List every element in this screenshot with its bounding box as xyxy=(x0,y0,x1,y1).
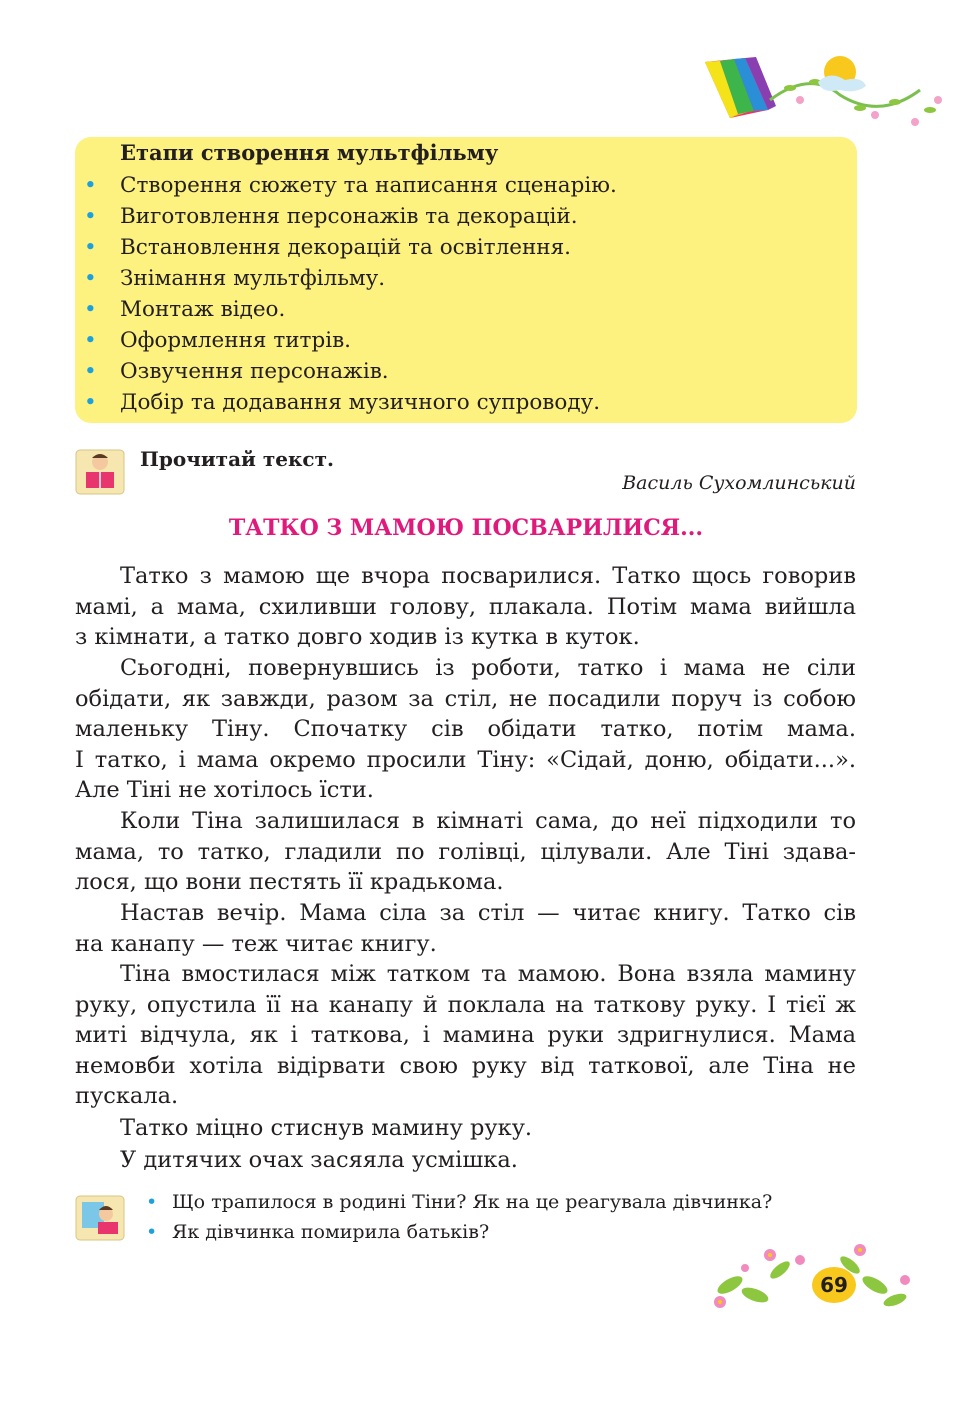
text-line: Татко міцно стиснув мамину руку. xyxy=(120,1115,533,1141)
text-line: Настав вечір. Мама сіла за стіл — читає книгу. Татко сів xyxy=(120,900,856,926)
text-line: на канапу — теж читає книгу. xyxy=(75,930,437,957)
paragraph xyxy=(75,561,856,653)
kite-icon xyxy=(705,57,776,118)
question-text: Як дівчинка помирила батьків? xyxy=(172,1221,490,1243)
reading-child-icon xyxy=(72,446,128,498)
stage-item xyxy=(84,233,571,263)
kite-sun-decoration xyxy=(690,40,950,140)
question-item xyxy=(146,1191,772,1213)
author-name: Василь Сухомлинський xyxy=(622,472,856,494)
sun-icon xyxy=(818,56,866,91)
stage-item xyxy=(84,326,351,356)
bullet-icon: • xyxy=(84,390,97,415)
text-line: руку, опустила її на канапу й поклала на таткову руку. І тієї ж xyxy=(75,991,856,1018)
paragraph xyxy=(75,653,856,806)
stages-title: Етапи створення мультфільму xyxy=(120,140,499,165)
stage-text: Монтаж відео. xyxy=(120,297,286,322)
stage-item xyxy=(84,357,389,387)
text-line: мама, то татко, гладили по голівці, цілували. Але Тіні здава- xyxy=(75,838,856,865)
bullet-icon: • xyxy=(84,266,97,291)
stage-text: Добір та додавання музичного супроводу. xyxy=(120,390,601,415)
text-line: Коли Тіна залишилася в кімнаті сама, до неї підходили то xyxy=(120,808,856,834)
questions-child-icon xyxy=(72,1192,128,1244)
stage-item xyxy=(84,388,600,418)
bullet-icon: • xyxy=(84,173,97,198)
paragraph xyxy=(75,959,856,1112)
bullet-icon: • xyxy=(84,328,97,353)
question-item xyxy=(146,1221,489,1243)
paragraph xyxy=(75,898,856,959)
stage-text: Оформлення титрів. xyxy=(120,328,352,353)
text-line: У дитячих очах засяяла усмішка. xyxy=(120,1147,518,1173)
stage-text: Встановлення декорацій та освітлення. xyxy=(120,235,572,260)
stage-text: Виготовлення персонажів та декорацій. xyxy=(120,204,578,229)
stage-item xyxy=(84,202,578,232)
text-line: Але Тіні не хотілось їсти. xyxy=(75,777,374,803)
text-line: маленьку Тіну. Спочатку сів обідати татко, потім мама. xyxy=(75,716,856,742)
bullet-icon: • xyxy=(84,235,97,260)
text-line: Тіна вмостилася між татком та мамою. Вона взяла мамину xyxy=(120,961,856,987)
bullet-icon: • xyxy=(84,359,97,384)
text-line: пускала. xyxy=(75,1083,179,1109)
bullet-icon: • xyxy=(146,1191,158,1213)
floral-decoration xyxy=(700,1240,920,1320)
bullet-icon: • xyxy=(146,1221,158,1243)
paragraph xyxy=(75,1145,856,1176)
text-line: лося, що вони пестять її крадькома. xyxy=(75,869,504,895)
stage-text: Озвучення персонажів. xyxy=(120,359,389,384)
stage-text: Знімання мультфільму. xyxy=(120,266,386,291)
read-instruction: Прочитай текст. xyxy=(140,447,334,471)
text-line: з кімнати, а татко довго ходив із кутка в куток. xyxy=(75,624,640,650)
text-line: Сьогодні, повернувшись із роботи, татко і мама не сіли xyxy=(120,655,856,681)
question-text: Що трапилося в родині Тіни? Як на це реагувала дівчинка? xyxy=(172,1191,773,1213)
stage-item xyxy=(84,171,617,201)
paragraph xyxy=(75,1113,856,1144)
text-line: Татко з мамою ще вчора посварилися. Татко щось говорив xyxy=(120,563,856,589)
text-line: миті відчула, як і таткова, і мамина руки здригнулися. Мама xyxy=(75,1022,856,1048)
paragraph xyxy=(75,806,856,898)
page-number: 69 xyxy=(820,1273,848,1297)
story-title: ТАТКО З МАМОЮ ПОСВАРИЛИСЯ... xyxy=(228,515,704,541)
bullet-icon: • xyxy=(84,297,97,322)
text-line: обідати, як завжди, разом за стіл, не посадили поруч із собою xyxy=(75,685,856,712)
text-line: І татко, і мама окремо просили Тіну: «Сідай, доню, обідати...». xyxy=(75,746,856,773)
text-line: мамі, а мама, схиливши голову, плакала. Потім мама вийшла xyxy=(75,593,856,620)
stage-item xyxy=(84,264,385,294)
bullet-icon: • xyxy=(84,204,97,229)
stage-item xyxy=(84,295,285,325)
text-line: немовби хотіла відірвати свою руку від таткової, але Тіна не xyxy=(75,1052,856,1079)
stage-text: Створення сюжету та написання сценарію. xyxy=(120,173,617,198)
